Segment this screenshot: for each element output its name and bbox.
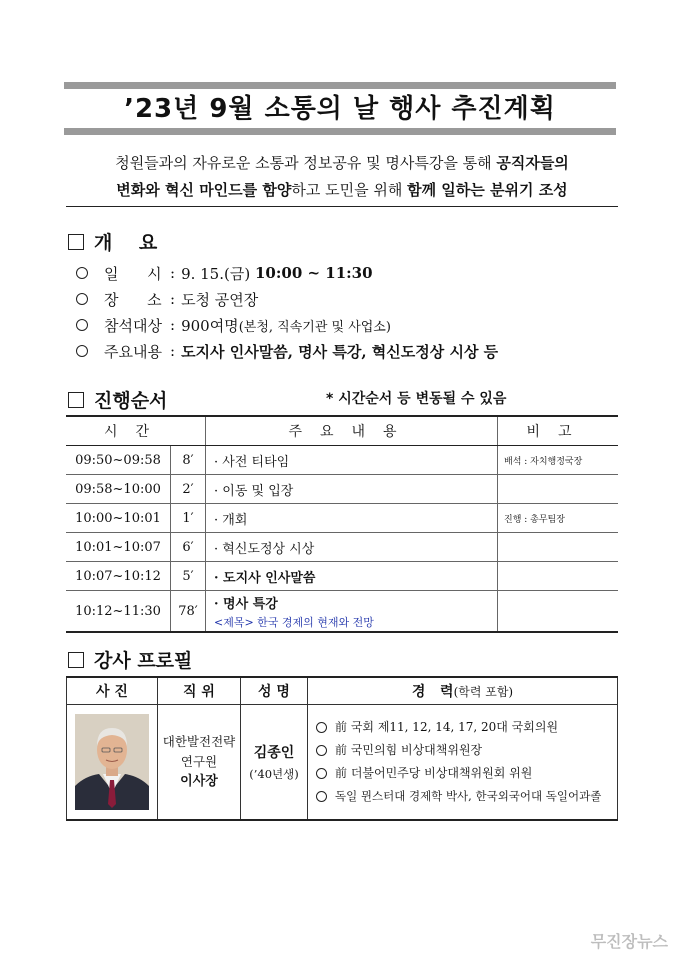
speaker-photo	[75, 714, 149, 810]
row-note	[498, 591, 619, 633]
header-note: 비고	[498, 416, 619, 446]
row-duration: 6′	[171, 533, 206, 562]
circle-bullet-icon	[76, 267, 88, 279]
intro-bold-3: 함께 일하는 분위기 조성	[407, 181, 568, 199]
circle-bullet-icon	[76, 345, 88, 357]
header-position: 직 위	[158, 677, 241, 705]
schedule-header-row	[66, 416, 618, 446]
header-content: 주요내용	[206, 416, 498, 446]
overview-value: 900여명	[181, 316, 239, 335]
speaker-table	[66, 676, 618, 821]
photo-cell	[67, 705, 158, 821]
schedule-note: * 시간순서 등 변동될 수 있음	[326, 391, 507, 407]
intro-text-1: 청원들과의 자유로운 소통과 정보공유 및 명사특강을 통해	[115, 154, 497, 172]
header-career	[308, 677, 618, 705]
row-time: 10:12~11:30	[66, 591, 171, 633]
position-line-2: 연구원	[180, 754, 218, 769]
circle-bullet-icon	[316, 768, 327, 779]
header-time: 시간	[66, 416, 206, 446]
intro-bold-2: 변화와 혁신 마인드를 함양	[116, 181, 292, 199]
speaker-heading-text: 강사 프로필	[94, 650, 193, 672]
header-career-small: (학력 포함)	[453, 685, 514, 699]
square-bullet-icon	[68, 652, 84, 668]
watermark: 무진장뉴스	[590, 932, 668, 951]
speaker-row	[67, 705, 618, 821]
position-cell	[158, 705, 241, 821]
table-row	[66, 446, 618, 475]
overview-label: 일 시	[104, 264, 162, 283]
row-note: 배석 : 자치행정국장	[498, 446, 619, 475]
row-duration: 1′	[171, 504, 206, 533]
schedule-heading	[68, 386, 167, 413]
square-bullet-icon	[68, 234, 84, 250]
career-item: 前 국회 제11, 12, 14, 17, 20대 국회의원	[316, 716, 617, 739]
intro-paragraph	[66, 150, 618, 204]
overview-value: 도청 공연장	[181, 290, 259, 309]
speaker-header-row	[67, 677, 618, 705]
overview-label: 참석대상	[104, 316, 162, 335]
speaker-birth: (’40년생)	[249, 767, 299, 781]
header-photo: 사 진	[67, 677, 158, 705]
lecture-title: <제목> 한국 경제의 현재와 전망	[214, 615, 374, 629]
title-rule-bottom	[64, 128, 616, 135]
row-content: · 혁신도정상 시상	[206, 533, 498, 562]
career-item: 前 더불어민주당 비상대책위원회 위원	[316, 762, 617, 785]
intro-divider	[66, 206, 618, 207]
row-duration: 5′	[171, 562, 206, 591]
row-note	[498, 562, 619, 591]
page-title: ’23년 9월 소통의 날 행사 추진계획	[124, 94, 556, 124]
overview-item-place: 장 소 : 도청 공연장	[76, 288, 258, 310]
overview-value: 9. 15.(금)	[181, 264, 255, 283]
row-content-bold: · 도지사 인사말씀	[214, 570, 316, 586]
overview-item-content: 주요내용 : 도지사 인사말씀, 명사 특강, 혁신도정상 시상 등	[76, 340, 498, 362]
row-duration: 8′	[171, 446, 206, 475]
table-row	[66, 591, 618, 633]
row-content	[206, 591, 498, 633]
intro-bold-1: 공직자들의	[496, 154, 569, 172]
table-row	[66, 504, 618, 533]
row-content: · 이동 및 입장	[206, 475, 498, 504]
schedule-heading-text: 진행순서	[94, 390, 168, 412]
row-duration: 2′	[171, 475, 206, 504]
intro-text-2: 하고 도민을 위해	[291, 181, 408, 199]
row-time: 09:58~10:00	[66, 475, 171, 504]
row-time: 10:01~10:07	[66, 533, 171, 562]
header-career-text: 경 력	[411, 684, 454, 700]
circle-bullet-icon	[316, 791, 327, 802]
row-note	[498, 533, 619, 562]
row-note: 진행 : 총무팀장	[498, 504, 619, 533]
career-item: 독일 뮌스터대 경제학 박사, 한국외국어대 독일어과졸	[316, 785, 617, 808]
career-item: 前 국민의힘 비상대책위원장	[316, 739, 617, 762]
circle-bullet-icon	[316, 745, 327, 756]
row-time: 10:07~10:12	[66, 562, 171, 591]
circle-bullet-icon	[76, 319, 88, 331]
row-duration: 78′	[171, 591, 206, 633]
row-note	[498, 475, 619, 504]
overview-label: 장 소	[104, 290, 162, 309]
row-content: · 개회	[206, 504, 498, 533]
career-cell	[308, 705, 618, 821]
overview-heading	[68, 228, 157, 255]
position-line-1: 대한발전전략	[162, 734, 236, 749]
portrait-illustration	[75, 714, 149, 810]
title-rule-top	[64, 82, 616, 89]
overview-item-attendees: 참석대상 : 900여명 (본청, 직속기관 및 사업소)	[76, 314, 391, 336]
overview-label: 주요내용	[104, 342, 162, 361]
row-content-bold: · 명사 특강	[214, 596, 278, 612]
overview-value-bold: 도지사 인사말씀, 명사 특강, 혁신도정상 시상 등	[181, 342, 499, 361]
row-content	[206, 562, 498, 591]
position-line-3: 이사장	[180, 774, 218, 789]
header-name: 성 명	[241, 677, 308, 705]
name-cell	[241, 705, 308, 821]
row-time: 09:50~09:58	[66, 446, 171, 475]
speaker-name: 김종인	[253, 745, 295, 761]
table-row	[66, 533, 618, 562]
circle-bullet-icon	[76, 293, 88, 305]
schedule-table	[66, 415, 618, 633]
overview-item-datetime: 일 시 : 9. 15.(금) 10:00 ~ 11:30	[76, 262, 373, 284]
overview-value-bold: 10:00 ~ 11:30	[254, 264, 373, 282]
overview-heading-text: 개 요	[94, 232, 158, 254]
square-bullet-icon	[68, 392, 84, 408]
table-row	[66, 562, 618, 591]
speaker-heading	[68, 646, 192, 673]
row-content: · 사전 티타임	[206, 446, 498, 475]
overview-value-small: (본청, 직속기관 및 사업소)	[238, 319, 391, 335]
table-row	[66, 475, 618, 504]
row-time: 10:00~10:01	[66, 504, 171, 533]
circle-bullet-icon	[316, 722, 327, 733]
